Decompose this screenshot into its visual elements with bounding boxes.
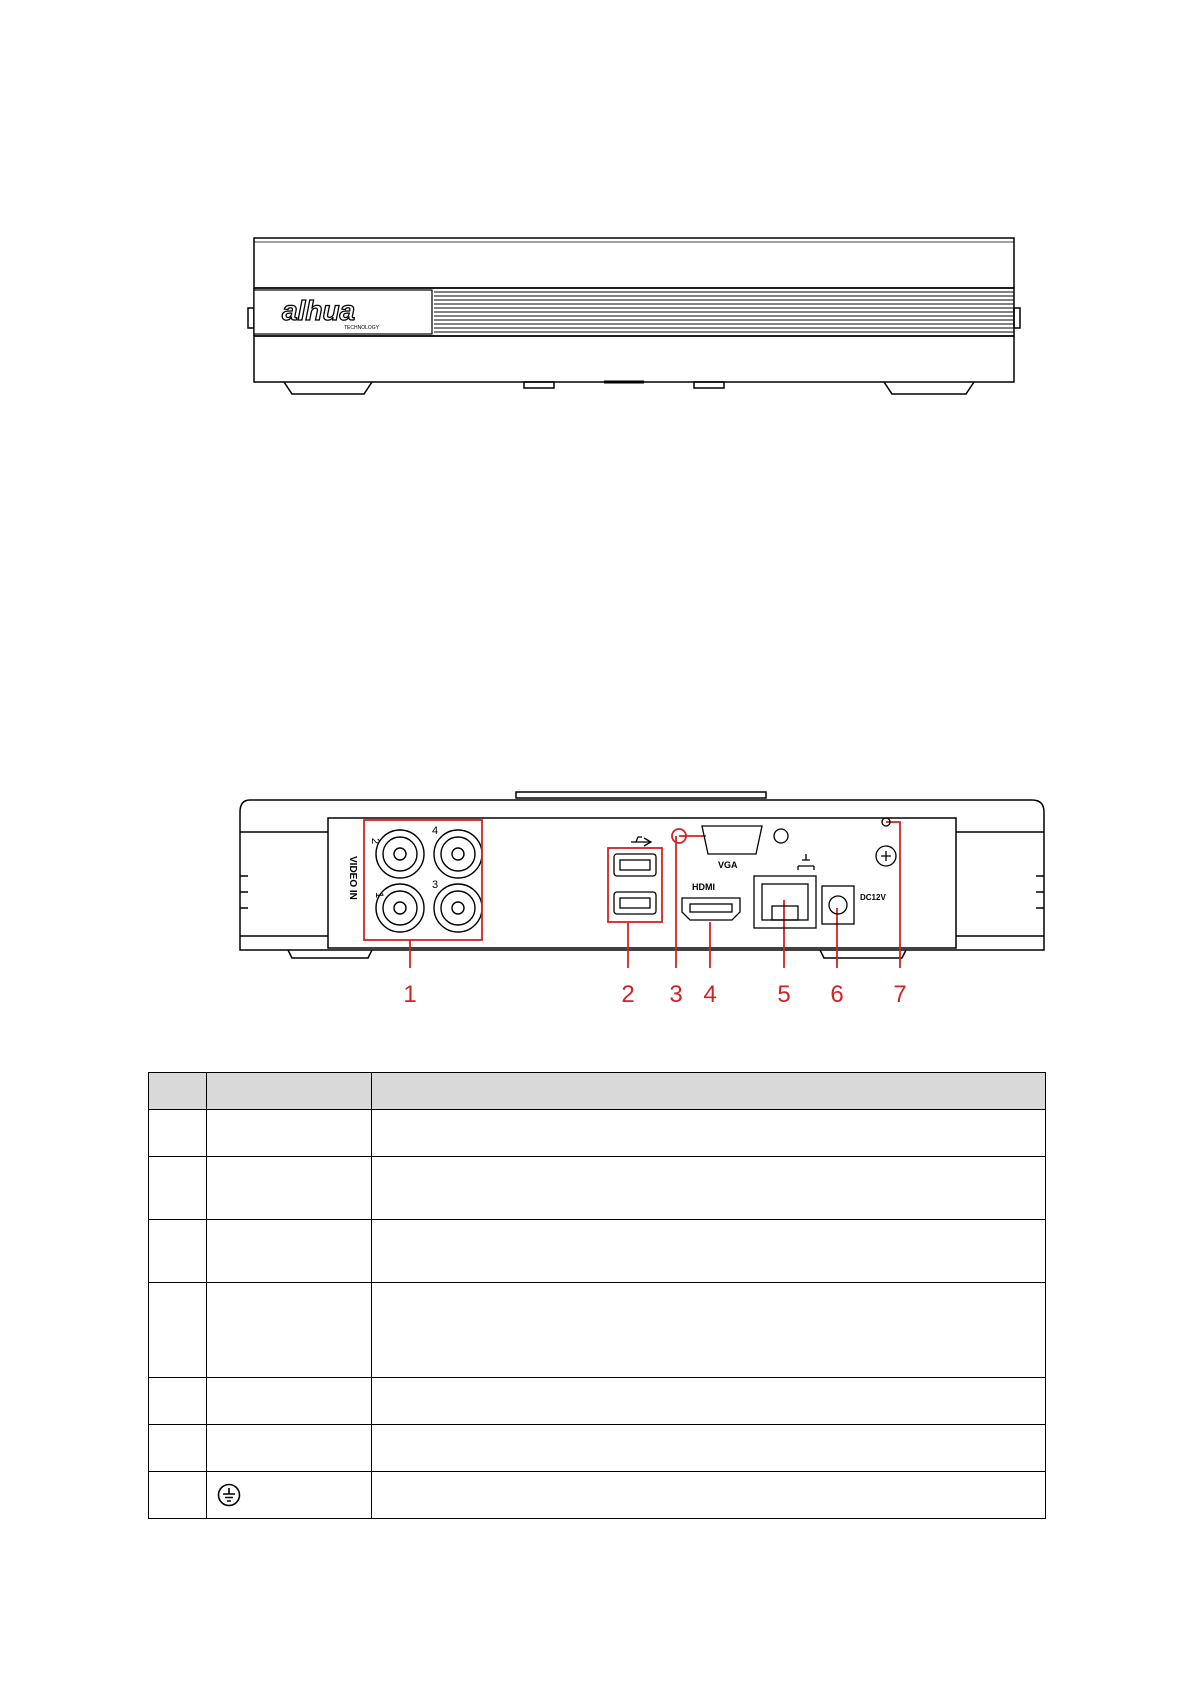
bnc-connectors (376, 830, 482, 932)
power-label: DC12V (860, 893, 886, 902)
header-name (207, 1073, 372, 1110)
row-description (372, 1283, 1046, 1378)
row-name (207, 1378, 372, 1425)
lan-port (754, 854, 816, 928)
row-name-ground (207, 1472, 372, 1519)
row-name (207, 1220, 372, 1283)
table-row (149, 1157, 1046, 1220)
callout-1: 1 (403, 981, 417, 1008)
row-name (207, 1283, 372, 1378)
bnc-label-1: 1 (373, 892, 385, 899)
ground-icon (217, 1483, 241, 1507)
power-jack (822, 886, 854, 924)
vga-port (702, 826, 788, 854)
rear-panel-figure (236, 790, 1048, 1010)
row-description (372, 1378, 1046, 1425)
bnc-label-3: 3 (432, 879, 439, 891)
row-description (372, 1110, 1046, 1157)
row-name (207, 1425, 372, 1472)
row-no (149, 1378, 207, 1425)
table-row (149, 1472, 1046, 1519)
front-panel-figure (244, 228, 1024, 398)
row-description (372, 1157, 1046, 1220)
callout-6: 6 (830, 981, 844, 1008)
row-no (149, 1157, 207, 1220)
row-name (207, 1110, 372, 1157)
table-row (149, 1425, 1046, 1472)
hdmi-port (682, 898, 740, 920)
hdmi-label: HDMI (692, 882, 715, 892)
table-row (149, 1220, 1046, 1283)
brand-tagline: TECHNOLOGY (344, 325, 380, 331)
table-header-row (149, 1073, 1046, 1110)
port-table (148, 1072, 1046, 1519)
video-in-label: VIDEO IN (347, 856, 358, 900)
row-no (149, 1220, 207, 1283)
header-no (149, 1073, 207, 1110)
callout-3: 3 (669, 981, 683, 1008)
row-no (149, 1110, 207, 1157)
vga-label: VGA (718, 860, 738, 870)
table-row (149, 1378, 1046, 1425)
callout-7: 7 (893, 981, 907, 1008)
callout-4: 4 (703, 981, 717, 1008)
row-no (149, 1472, 207, 1519)
bnc-label-4: 4 (432, 825, 439, 837)
callout-2: 2 (621, 981, 635, 1008)
brand-logo: alhua (282, 295, 356, 326)
row-no (149, 1283, 207, 1378)
bnc-label-2: 2 (369, 838, 381, 845)
table-row (149, 1283, 1046, 1378)
row-name (207, 1157, 372, 1220)
header-description (372, 1073, 1046, 1110)
row-description (372, 1472, 1046, 1519)
callout-5: 5 (777, 981, 791, 1008)
ground-screw (876, 818, 896, 866)
row-description (372, 1220, 1046, 1283)
table-row (149, 1110, 1046, 1157)
row-no (149, 1425, 207, 1472)
row-description (372, 1425, 1046, 1472)
